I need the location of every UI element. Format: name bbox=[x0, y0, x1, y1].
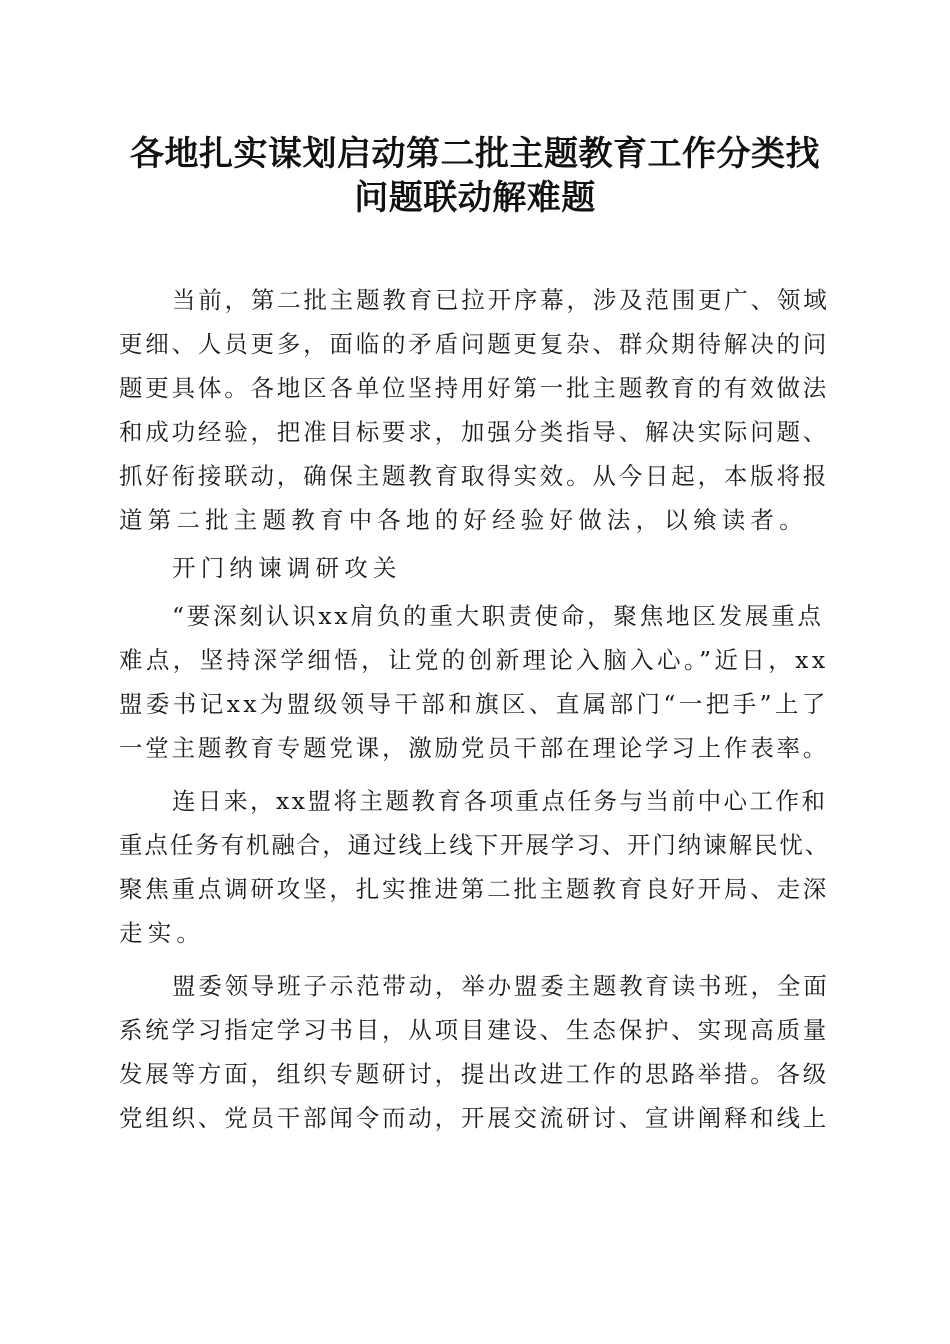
text-line: 当前，第二批主题教育已拉开序幕，涉及范围更广、领域 bbox=[172, 286, 830, 314]
text-line: 题更具体。各地区各单位坚持用好第一批主题教育的有效做法 bbox=[119, 374, 830, 402]
title-line: 问题联动解难题 bbox=[354, 178, 596, 218]
text-line: 党组织、党员干部闻令而动，开展交流研讨、宣讲阐释和线上 bbox=[119, 1104, 830, 1132]
paragraph-quote bbox=[119, 594, 831, 770]
text-line: 难点，坚持深学细悟，让党的创新理论入脑入心。”近日，xx bbox=[119, 646, 829, 674]
text-line: 盟委书记xx为盟级领导干部和旗区、直属部门“一把手”上了 bbox=[119, 690, 829, 718]
paragraph-intro bbox=[119, 278, 831, 542]
text-line: “要深刻认识xx肩负的重大职责使命，聚焦地区发展重点 bbox=[172, 602, 824, 630]
text-line: 道第二批主题教育中各地的好经验好做法，以飨读者。 bbox=[119, 506, 808, 534]
text-line: 重点任务有机融合，通过线上线下开展学习、开门纳谏解民忧、 bbox=[119, 831, 831, 859]
text-line: 走实。 bbox=[119, 919, 206, 947]
text-line: 抓好衔接联动，确保主题教育取得实效。从今日起，本版将报 bbox=[119, 462, 830, 490]
document-body bbox=[119, 278, 831, 1140]
section-heading bbox=[119, 546, 831, 590]
title-line: 各地扎实谋划启动第二批主题教育工作分类找 bbox=[130, 134, 820, 174]
text-line: 一堂主题教育专题党课，激励党员干部在理论学习上作表率。 bbox=[119, 734, 830, 762]
text-line: 更细、人员更多，面临的矛盾问题更复杂、群众期待解决的问 bbox=[119, 330, 830, 358]
text-line: 系统学习指定学习书目，从项目建设、生态保护、实现高质量 bbox=[119, 1016, 830, 1044]
text-line: 盟委领导班子示范带动，举办盟委主题教育读书班，全面 bbox=[172, 972, 830, 1000]
document-title bbox=[100, 132, 850, 220]
paragraph-leadership bbox=[119, 964, 831, 1140]
text-line: 和成功经验，把准目标要求，加强分类指导、解决实际问题、 bbox=[119, 418, 830, 446]
paragraph-integration bbox=[119, 779, 831, 955]
text-line: 聚焦重点调研攻坚，扎实推进第二批主题教育良好开局、走深 bbox=[119, 875, 830, 903]
text-line: 发展等方面，组织专题研讨，提出改进工作的思路举措。各级 bbox=[119, 1060, 830, 1088]
subheading-line: 开门纳谏调研攻关 bbox=[172, 554, 402, 582]
text-line: 连日来，xx盟将主题教育各项重点任务与当前中心工作和 bbox=[172, 787, 828, 815]
